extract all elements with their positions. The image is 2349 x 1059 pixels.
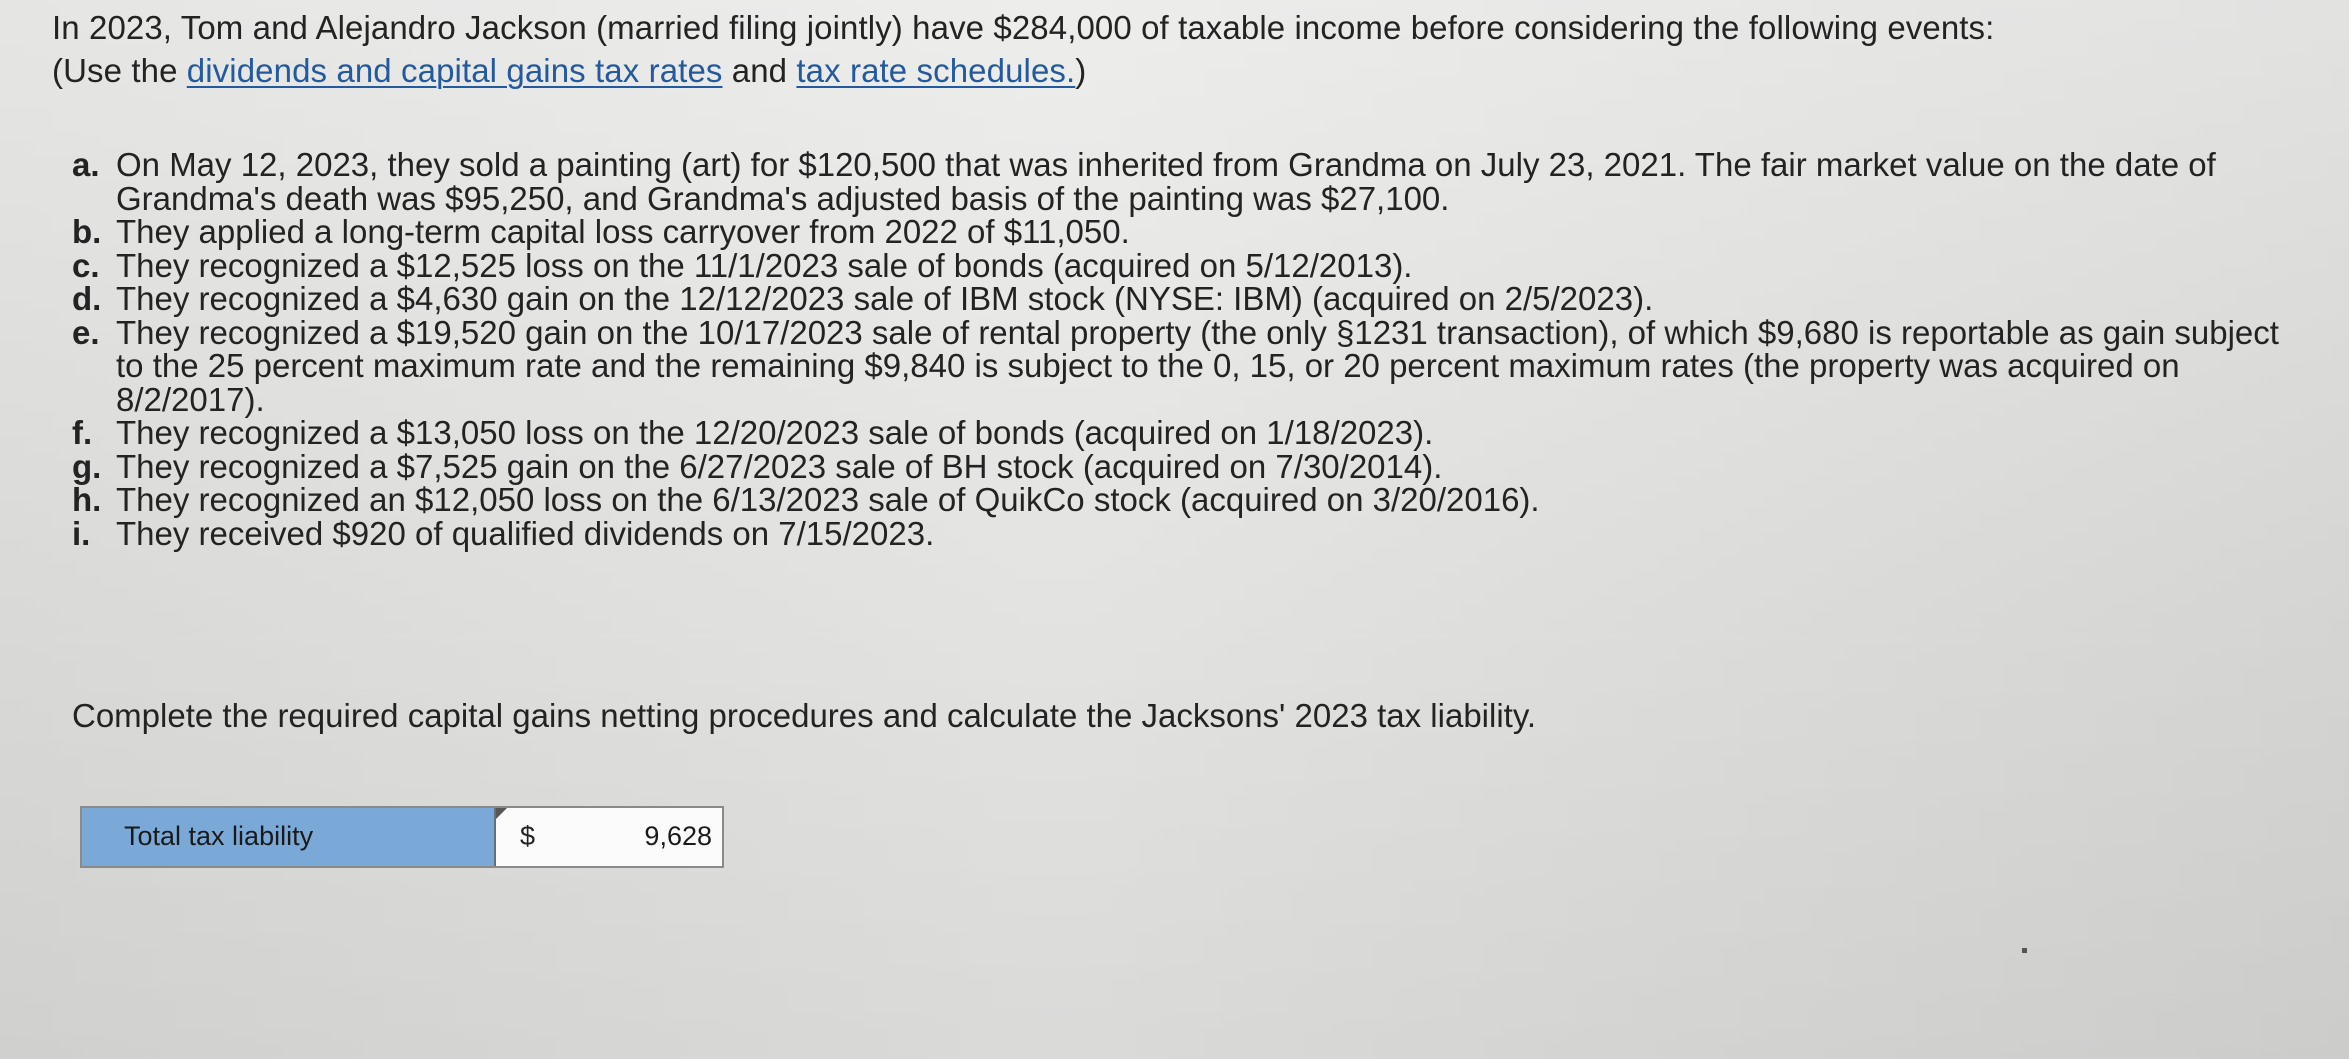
item-text: They recognized a $12,525 loss on the 11/1/2023 sale of bonds (acquired on 5/12/2013). <box>116 246 1413 284</box>
list-item <box>72 483 2282 517</box>
item-letter: c. <box>72 246 100 284</box>
item-text: They applied a long-term capital loss carryover from 2022 of $11,050. <box>116 213 1130 250</box>
intro-line-2-prefix: (Use the <box>52 52 187 89</box>
list-item <box>72 148 2282 215</box>
list-item <box>72 447 2282 485</box>
item-text: On May 12, 2023, they sold a painting (art) for $120,500 that was inherited from Grandma on July 23, 2021. The fair market value on the date of Grandma's death was $95,250, and Grandma's adjusted basis of the painting was $27,100. <box>116 146 2216 217</box>
intro-line-1: In 2023, Tom and Alejandro Jackson (married filing jointly) have $284,000 of taxable income before considering the following events: <box>52 9 1995 46</box>
intro-line-2 <box>52 49 2312 92</box>
dividends-capital-gains-rates-link[interactable]: dividends and capital gains tax rates <box>186 52 723 89</box>
intro-line-2-mid: and <box>722 52 797 89</box>
item-text: They recognized a $7,525 gain on the 6/27/2023 sale of BH stock (acquired on 7/30/2014). <box>116 447 1443 485</box>
events-list <box>72 148 2282 550</box>
item-letter: e. <box>72 313 100 351</box>
item-text: They recognized an $12,050 loss on the 6/13/2023 sale of QuikCo stock (acquired on 3/20/2016). <box>116 481 1540 518</box>
total-tax-liability-label: Total tax liability <box>82 808 496 866</box>
item-letter: a. <box>72 146 100 183</box>
currency-symbol: $ <box>520 821 536 851</box>
item-text: They recognized a $13,050 loss on the 12/20/2023 sale of bonds (acquired on 1/18/2023). <box>116 414 1434 451</box>
item-letter: b. <box>72 213 102 250</box>
answer-table <box>80 806 724 868</box>
problem-intro <box>52 6 2312 92</box>
intro-line-2-suffix: ) <box>1075 52 1087 89</box>
list-item <box>72 416 2282 450</box>
list-item <box>72 246 2282 284</box>
tax-rate-schedules-link[interactable]: tax rate schedules. <box>796 52 1076 89</box>
list-item <box>72 313 2282 418</box>
item-letter: d. <box>72 280 102 317</box>
list-item <box>72 514 2282 552</box>
item-letter: g. <box>72 447 102 485</box>
screen-speck <box>2022 948 2027 953</box>
item-text: They received $920 of qualified dividends on 7/15/2023. <box>116 514 935 552</box>
answer-cell[interactable] <box>496 808 722 866</box>
list-item <box>72 215 2282 249</box>
item-text: They recognized a $4,630 gain on the 12/12/2023 sale of IBM stock (NYSE: IBM) (acquired on 2/5/2023). <box>116 280 1654 317</box>
list-item <box>72 282 2282 316</box>
item-letter: h. <box>72 481 102 518</box>
question-prompt: Complete the required capital gains netting procedures and calculate the Jacksons' 2023 tax liability. <box>72 697 1537 734</box>
item-letter: f. <box>72 414 93 451</box>
item-letter: i. <box>72 514 91 552</box>
total-tax-liability-input[interactable] <box>542 820 712 852</box>
cell-corner-marker-icon <box>496 808 507 819</box>
item-text: They recognized a $19,520 gain on the 10/17/2023 sale of rental property (the only §1231 transaction), of which $9,680 is reportable as gain subject to the 25 percent maximum rate and the remaining $9,840 is subject to the 0, 15, or 20 percent maximum rates (the property was acquired on 8/2/2017). <box>116 313 2279 418</box>
